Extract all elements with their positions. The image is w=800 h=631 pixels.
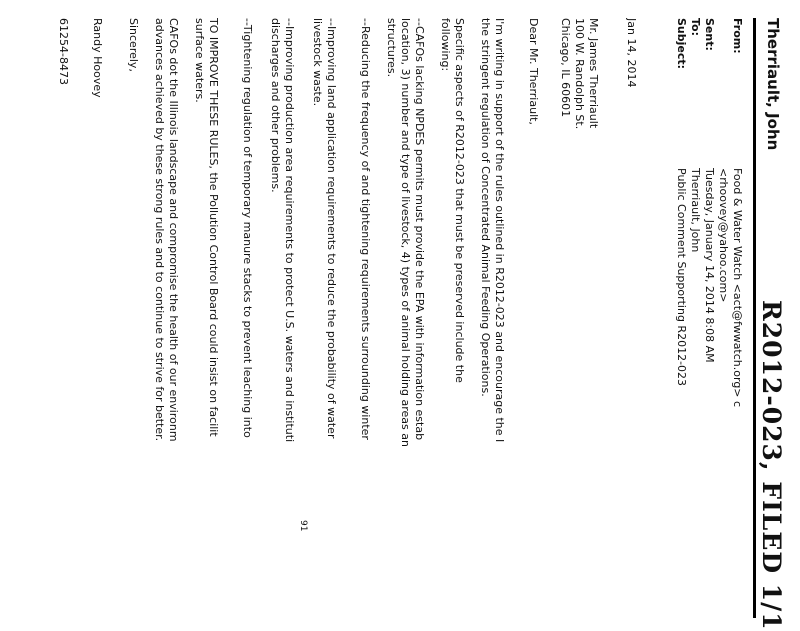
phone-number: 61254-8473	[57, 18, 70, 85]
subject-label: Subject:	[675, 18, 688, 70]
page-number: 91	[298, 520, 308, 532]
to-value: Therriault, John	[689, 168, 702, 253]
paragraph-support: I'm writing in support of the rules outlined in R2012-023 and encourage the I the stringent regulation of Concentrated Animal Feeding Operations.	[479, 18, 506, 443]
address-line: 100 W. Randolph St.	[573, 18, 586, 130]
header-rule	[753, 18, 756, 618]
recipient-address	[558, 18, 600, 618]
paragraph-specific-aspects: Specific aspects of R2012-023 that must be preserved include the following:	[439, 18, 466, 383]
bullet-manure-stacks: --Tightening regulation of temporary manure stacks to prevent leaching into	[241, 18, 254, 438]
bullet-production-area: --Improving production area requirements to protect U.S. waters and instituti discharges and other problems.	[269, 18, 296, 443]
bullet-winter-application: --Reducing the frequency of and tightening requirements surrounding winter	[359, 18, 372, 440]
closing: Sincerely,	[127, 18, 140, 72]
signature-name: Randy Hoovey	[91, 18, 104, 98]
from-label: From:	[731, 18, 744, 54]
subject-value: Public Comment Supporting R2012-023	[675, 168, 688, 387]
address-line: Mr. James Therriault	[587, 18, 600, 129]
letter-date: Jan 14, 2014	[625, 18, 638, 88]
bullet-land-application: --Improving land application requirements to reduce the probability of water livestock waste.	[311, 18, 338, 439]
to-label: To:	[689, 18, 702, 36]
from-value: Food & Water Watch <act@fwwatch.org> c	[731, 168, 744, 408]
bullet-npdes-permits: --CAFOs lacking NPDES permits must provide the EPA with information estab location, 3) number and type of livestock, 4) types of animal holding areas an structures.	[385, 18, 426, 447]
sent-value: Tuesday, January 14, 2014 8:08 AM	[703, 168, 716, 363]
filing-stamp: R2012-023, FILED 1/1	[757, 300, 786, 631]
from-value-email: <rhoovey@yahoo.com>	[717, 168, 730, 303]
sent-label: Sent:	[703, 18, 716, 51]
sender-name-heading: Therriault, John	[764, 18, 782, 151]
paragraph-improve-rules: TO IMPROVE THESE RULES, the Pollution Control Board could insist on facilit surface waters.	[193, 18, 220, 437]
address-line: Chicago, IL 60601	[559, 18, 572, 118]
paragraph-cafos-illinois: CAFOs dot the Illinois landscape and compromise the health of our environm advances achieved by these strong rules and to continue to strive for better.	[153, 18, 180, 442]
salutation: Dear Mr. Therriault,	[527, 18, 540, 125]
